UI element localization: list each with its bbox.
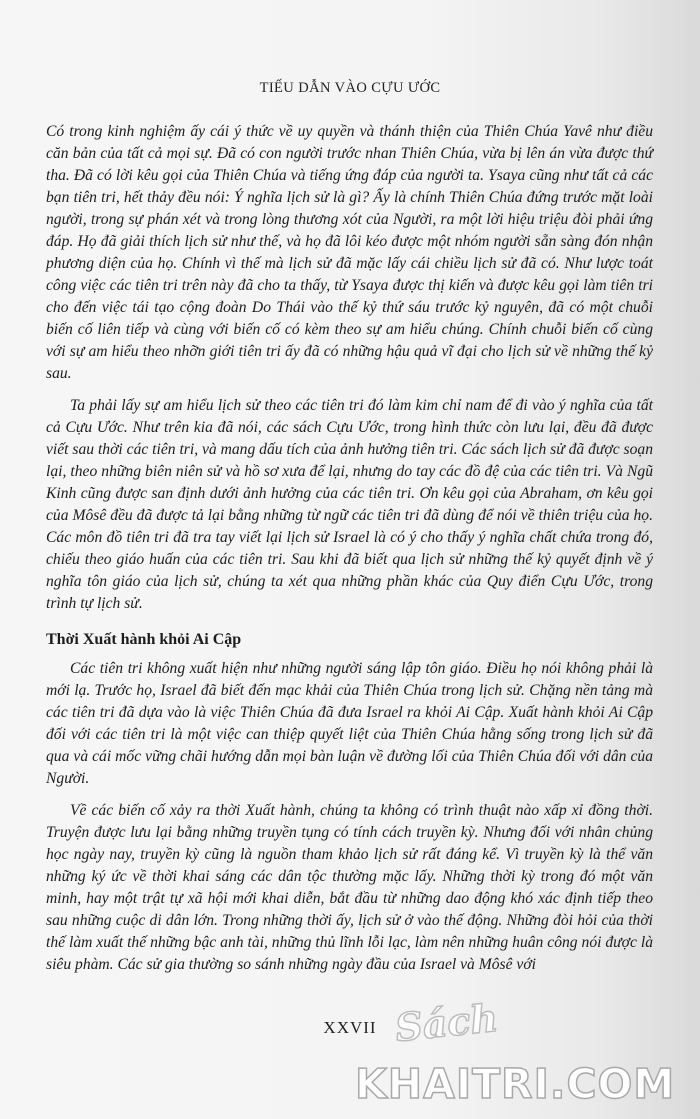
watermark-script-text: Sách: [392, 994, 500, 1051]
paragraph-1: Có trong kinh nghiệm ấy cái ý thức về uy quyền và thánh thiện của Thiên Chúa Yavê như điều căn bản của tất cả mọi sự. Đã có con người trước nhan Thiên Chúa, vừa bị lên án vừa được thứ tha. Đã có lời kêu gọi của Thiên Chúa và tiếng ứng đáp của người ta. Ysaya cũng như tất cả các bạn tiên tri, hết thảy đều nói: Ý nghĩa lịch sử là gì? Ấy là chính Thiên Chúa đứng trước mặt loài người, trong sự phán xét và trong lòng thương xót của Người, ra một lời hiệu triệu đòi phải ứng đáp. Họ đã giải thích lịch sử như thế, và họ đã lôi kéo được một nhóm người sẵn sàng đón nhận phương diện của họ. Chính vì thế mà lịch sử đã mặc lấy cái chiều lịch sử đã có. Như lược toát công việc các tiên tri trên này đã cho ta thấy, từ Ysaya được thị kiến và được kêu gọi làm tiên tri cho đến việc tái tạo cộng đoàn Do Thái vào thế kỷ thứ sáu trước kỷ nguyên, đã có một chuỗi biến cố liên tiếp và cùng với biến cố có kèm theo sự am hiểu chúng. Chính chuỗi biến cố cùng với sự am hiểu theo nhỡn giới tiên tri ấy đã có những hậu quả vĩ đại cho lịch sử về những thế kỷ sau.: [46, 123, 653, 382]
paragraph-2: Ta phải lấy sự am hiểu lịch sử theo các tiên tri đó làm kim chỉ nam để đi vào ý nghĩa của tất cả Cựu Ước. Như trên kia đã nói, các sách Cựu Ước, trong hình thức còn lưu lại, đều đã được viết sau thời các tiên tri, và mang dấu tích của ảnh hưởng tiên tri. Các sách lịch sử đã được soạn lại, theo những biên niên sử và hồ sơ xưa để lại, nhưng do tay các đồ đệ của các tiên tri. Và Ngũ Kinh cũng được san định dưới ảnh hưởng của các tiên tri. Ơn kêu gọi của Abraham, ơn kêu gọi của Môsê đều đã được tả lại bằng những từ ngữ các tiên tri đã dùng để nói về thiên triệu của họ. Các môn đồ tiên tri đã tra tay viết lại lịch sử Israel là có ý cho thấy ý nghĩa chất chứa trong đó, chiếu theo giáo huấn của các tiên tri. Sau khi đã biết qua lịch sử những thế kỷ quyết định về ý nghĩa tôn giáo của lịch sử, chúng ta xét qua những phần khác của Quy điển Cựu Ước, trong trình tự lịch sử.: [46, 397, 654, 612]
watermark-brand-text: KHAITRI.COM: [355, 1060, 676, 1108]
section-heading: Thời Xuất hành khỏi Ai Cập: [46, 631, 242, 648]
page-number: XXVII: [323, 1018, 377, 1037]
paragraph-3: Các tiên tri không xuất hiện như những người sáng lập tôn giáo. Điều họ nói không phải là mới lạ. Trước họ, Israel đã biết đến mạc khải của Thiên Chúa trong lịch sử. Chặng nền tảng mà các tiên tri đã dựa vào là việc Thiên Chúa đã đưa Israel ra khỏi Ai Cập. Xuất hành khỏi Ai Cập đối với các tiên tri là một việc can thiệp quyết liệt của Thiên Chúa hằng sống trong lịch sử đã qua và cái mốc vững chãi hướng dẫn mọi bàn luận về đường lối của Thiên Chúa đối với dân của Người.: [46, 660, 653, 787]
page-body: [46, 121, 653, 986]
running-header-title: TIẾU DẪN VÀO CỰU ƯỚC: [259, 80, 441, 96]
paragraph-4: Về các biến cố xảy ra thời Xuất hành, chúng ta không có trình thuật nào xấp xỉ đồng thời. Truyện được lưu lại bằng những truyền tụng có tính cách truyền kỳ. Nhưng đối với nhân chủng học ngày nay, truyền kỳ cũng là nguồn tham khảo lịch sử rất đáng kể. Vì truyền kỳ là thể văn những ký ức về thời khai sáng các dân tộc thường mặc lấy. Những thời kỳ trong đó một văn minh, hay một trật tự xã hội mới khai diễn, bắt đầu từ những dao động khó xác định tiếp theo sau những cuộc di dân lớn. Trong những thời ấy, lịch sử ở vào thế động. Những đòi hỏi của thời thế làm xuất thế những bậc anh tài, những thủ lĩnh lỗi lạc, làm nên những huân công nói được là siêu phàm. Các sử gia thường so sánh những ngày đầu của Israel và Môsê với: [46, 802, 653, 973]
